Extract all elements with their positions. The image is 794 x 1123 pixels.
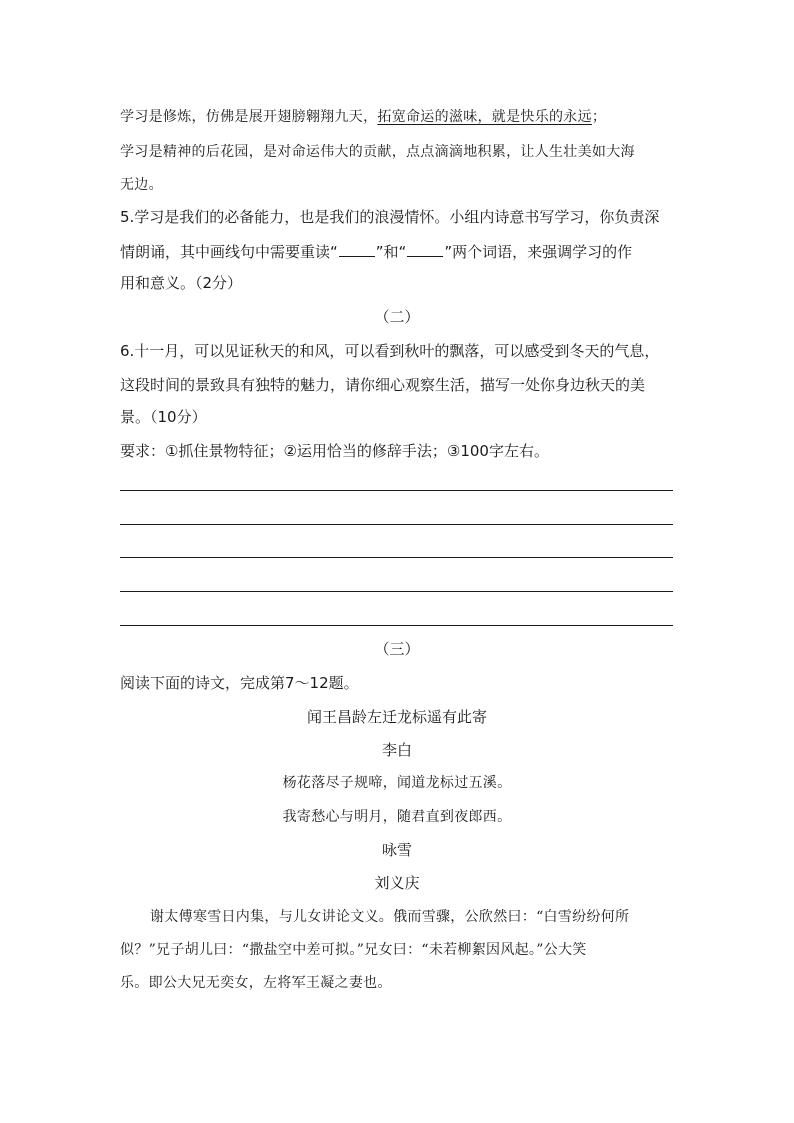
question-5-line-1: 5.学习是我们的必备能力，也是我们的浪漫情怀。小组内诗意书写学习，你负责深 bbox=[120, 208, 660, 226]
poem-line-2: 我寄愁心与明月，随君直到夜郎西。 bbox=[282, 809, 512, 825]
answer-line-5[interactable] bbox=[120, 625, 673, 626]
poem-author: 李白 bbox=[381, 741, 412, 759]
section-2-heading: （二） bbox=[374, 308, 420, 326]
section-3-heading: （三） bbox=[374, 640, 420, 658]
question-text: ”和“ bbox=[375, 243, 407, 261]
poem-line-1: 杨花落尽子规啼，闻道龙标过五溪。 bbox=[282, 775, 512, 791]
passage-text: ； bbox=[591, 109, 607, 125]
question-text: 情朗诵，其中画线句中需要重读“ bbox=[120, 243, 338, 261]
answer-blank-2[interactable] bbox=[407, 244, 443, 257]
passage-text: 学习是修炼，仿佛是展开翅膀翱翔九天， bbox=[120, 109, 378, 125]
prose-line-1: 谢太傅寒雪日内集，与儿女讲论文义。俄而雪骤，公欣然曰：“白雪纷纷何所 bbox=[150, 909, 630, 925]
question-6-line-1: 6.十一月，可以见证秋天的和风，可以看到秋叶的飘落，可以感受到冬天的气息， bbox=[120, 342, 660, 360]
question-5-line-3: 用和意义。（2分） bbox=[120, 274, 243, 292]
prose-title: 咏雪 bbox=[381, 841, 412, 859]
passage-line-2: 学习是精神的后花园，是对命运伟大的贡献，点点滴滴地积累，让人生壮美如大海 bbox=[120, 144, 635, 160]
question-6-line-2: 这段时间的景致具有独特的魅力，请你细心观察生活，描写一处你身边秋天的美 bbox=[120, 376, 646, 394]
question-6-line-3: 景。（10分） bbox=[120, 408, 207, 426]
question-6-requirements: 要求：①抓住景物特征；②运用恰当的修辞手法；③100字左右。 bbox=[120, 442, 549, 460]
passage-line-3: 无边。 bbox=[120, 177, 163, 193]
question-text: ”两个词语，来强调学习的作 bbox=[444, 243, 633, 261]
poem-title: 闻王昌龄左迁龙标遥有此寄 bbox=[306, 708, 487, 726]
answer-line-3[interactable] bbox=[120, 557, 673, 558]
section-3-instruction: 阅读下面的诗文，完成第7～12题。 bbox=[120, 674, 359, 692]
answer-line-4[interactable] bbox=[120, 591, 673, 592]
prose-line-3: 乐。即公大兄无奕女，左将军王凝之妻也。 bbox=[120, 975, 392, 991]
answer-blank-1[interactable] bbox=[339, 244, 375, 257]
question-5-line-2 bbox=[120, 244, 680, 260]
underlined-sentence: 拓宽命运的滋味，就是快乐的永远 bbox=[377, 109, 592, 125]
prose-author: 刘义庆 bbox=[374, 874, 420, 892]
answer-line-2[interactable] bbox=[120, 524, 673, 525]
passage-line-1 bbox=[120, 110, 680, 124]
answer-line-1[interactable] bbox=[120, 490, 673, 491]
prose-line-2: 似？”兄子胡儿曰：“撒盐空中差可拟。”兄女曰：“未若柳絮因风起。”公大笑 bbox=[120, 942, 587, 958]
